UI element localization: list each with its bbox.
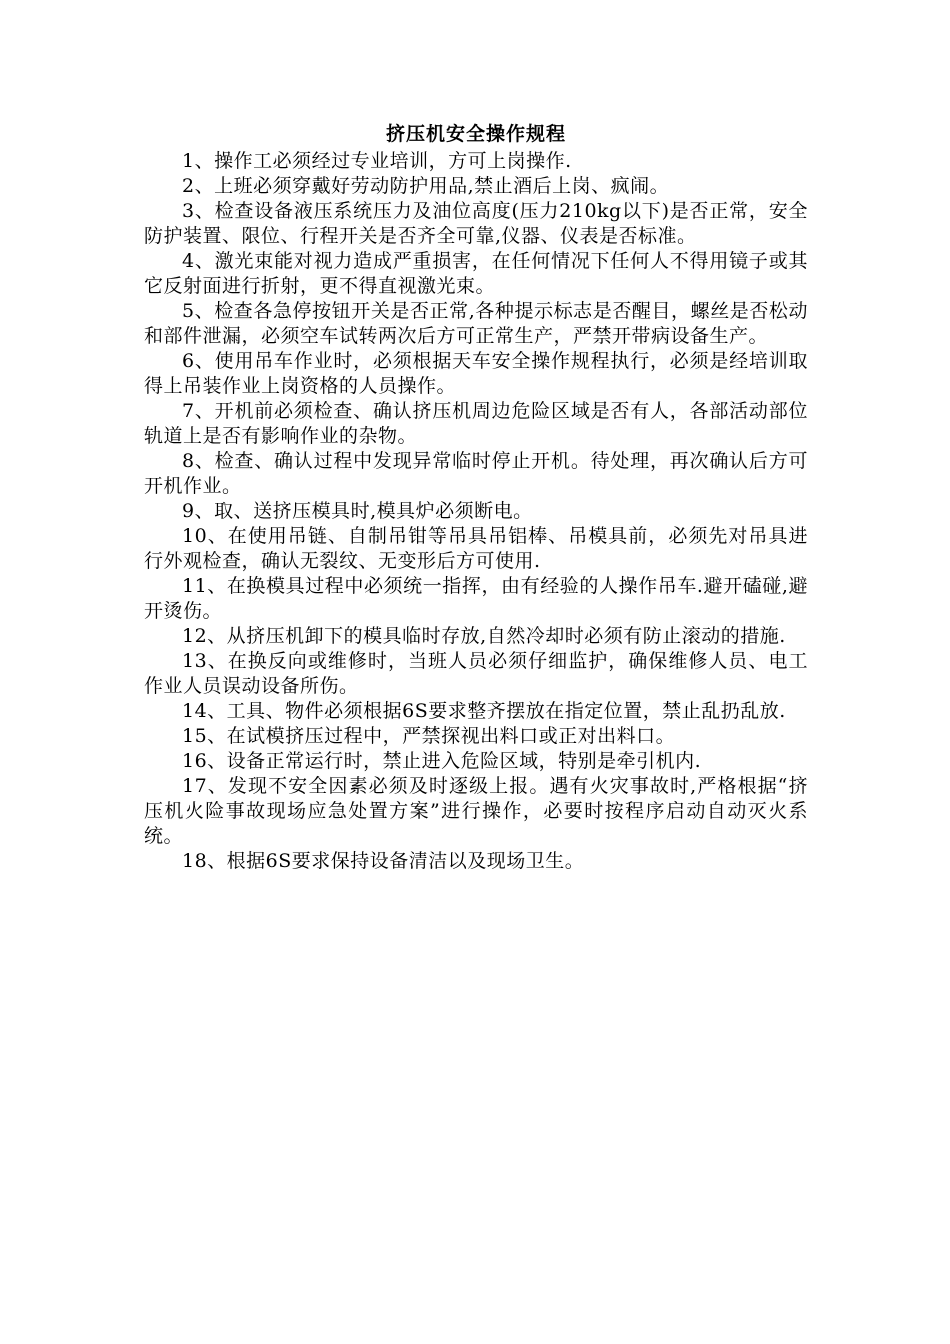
- rule-item-16: 16、设备正常运行时，禁止进入危险区域，特别是牵引机内.: [182, 750, 702, 772]
- rule-item-15: 15、在试模挤压过程中，严禁探视出料口或正对出料口。: [182, 725, 676, 747]
- rule-item-9: 9、取、送挤压模具时,模具炉必须断电。: [182, 500, 533, 522]
- rule-item-12: 12、从挤压机卸下的模具临时存放,自然冷却时必须有防止滚动的措施.: [182, 625, 786, 647]
- document-body: [144, 120, 808, 874]
- rule-item-10: 10、在使用吊链、自制吊钳等吊具吊铝棒、吊模具前，必须先对吊具进行外观检查，确认无裂纹、无变形后方可使用.: [144, 525, 808, 572]
- rule-item-11: 11、在换模具过程中必须统一指挥，由有经验的人操作吊车.避开磕碰,避开烫伤。: [144, 575, 808, 622]
- rule-item-8: 8、检查、确认过程中发现异常临时停止开机。待处理，再次确认后方可开机作业。: [144, 450, 808, 497]
- rule-item-3: 3、检查设备液压系统压力及油位高度(压力210kg以下)是否正常，安全防护装置、限位、行程开关是否齐全可靠,仪器、仪表是否标准。: [144, 200, 808, 247]
- rule-item-18: 18、根据6S要求保持设备清洁以及现场卫生。: [182, 850, 585, 872]
- rule-item-2: 2、上班必须穿戴好劳动防护用品,禁止酒后上岗、疯闹。: [182, 175, 670, 197]
- document-title: 挤压机安全操作规程: [385, 123, 566, 145]
- rule-item-4: 4、激光束能对视力造成严重损害，在任何情况下任何人不得用镜子或其它反射面进行折射，更不得直视激光束。: [144, 250, 808, 297]
- rule-item-17: 17、发现不安全因素必须及时逐级上报。遇有火灾事故时,严格根据“挤压机火险事故现场应急处置方案”进行操作，必要时按程序启动自动灭火系统。: [144, 775, 808, 847]
- rule-item-1: 1、操作工必须经过专业培训，方可上岗操作.: [182, 150, 572, 172]
- rule-item-7: 7、开机前必须检查、确认挤压机周边危险区域是否有人，各部活动部位轨道上是否有影响作业的杂物。: [144, 400, 808, 447]
- rule-item-6: 6、使用吊车作业时，必须根据天车安全操作规程执行，必须是经培训取得上吊装作业上岗资格的人员操作。: [144, 350, 808, 397]
- rule-item-14: 14、工具、物件必须根据6S要求整齐摆放在指定位置，禁止乱扔乱放.: [182, 700, 786, 722]
- rule-item-5: 5、检查各急停按钮开关是否正常,各种提示标志是否醒目，螺丝是否松动和部件泄漏，必须空车试转两次后方可正常生产，严禁开带病设备生产。: [144, 300, 808, 347]
- rule-list: [144, 149, 808, 874]
- rule-item-13: 13、在换反向或维修时，当班人员必须仔细监护，确保维修人员、电工作业人员误动设备所伤。: [144, 650, 808, 697]
